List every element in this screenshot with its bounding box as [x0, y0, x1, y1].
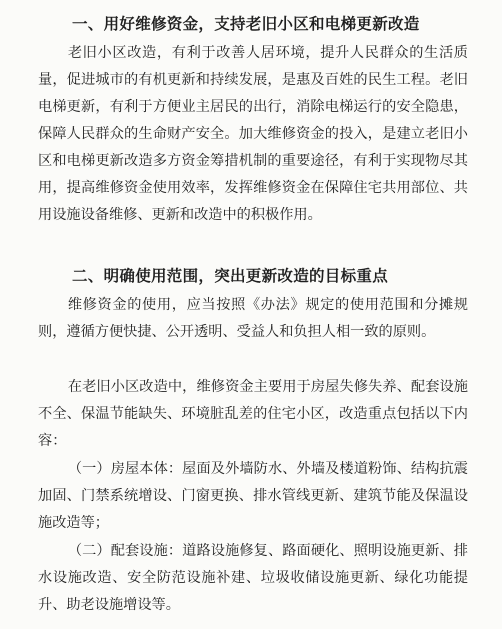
section2-paragraph-2: 在老旧小区改造中，维修资金主要用于房屋失修失养、配套设施不全、保温节能缺失、环境脏乱差的住宅小区，改造重点包括以下内容： [38, 379, 468, 449]
section2-item-1: （一）房屋本体：屋面及外墙防水、外墙及楼道粉饰、结构抗震加固、门禁系统增设、门窗更换、排水管线更新、建筑节能及保温设施改造等； [38, 461, 468, 531]
section1-heading: 一、用好维修资金，支持老旧小区和电梯更新改造 [72, 14, 420, 33]
section2-item-2: （二）配套设施：道路设施修复、路面硬化、照明设施更新、排水设施改造、安全防范设施补建、垃圾收储设施更新、绿化功能提升、助老设施增设等。 [38, 543, 468, 613]
section2-heading: 二、明确使用范围，突出更新改造的目标重点 [72, 266, 389, 285]
section1-paragraph: 老旧小区改造，有利于改善人居环境，提升人民群众的生活质量，促进城市的有机更新和持续发展，是惠及百姓的民生工程。老旧电梯更新，有利于方便业主居民的出行，消除电梯运行的安全隐患，保障人民群众的生命财产安全。加大维修资金的投入，是建立老旧小区和电梯更新改造多方资金筹措机制的重要途径，有利于实现物尽其用，提高维修资金使用效率，发挥维修资金在保障住宅共用部位、共用设施设备维修、更新和改造中的积极作用。 [38, 45, 468, 223]
section2-paragraph-1: 维修资金的使用，应当按照《办法》规定的使用范围和分摊规则，遵循方便快捷、公开透明、受益人和负担人相一致的原则。 [38, 297, 468, 340]
